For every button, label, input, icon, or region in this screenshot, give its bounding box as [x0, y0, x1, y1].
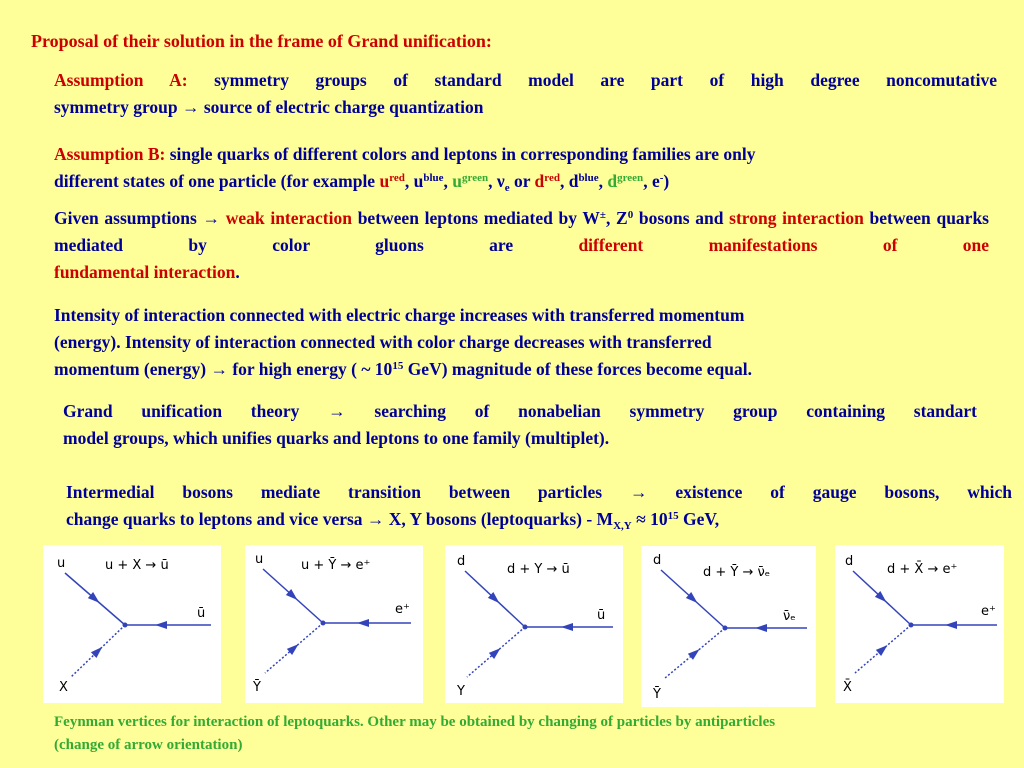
outgoing-particle-label: ν̄ₑ	[783, 609, 796, 624]
incoming-particle-label: u	[57, 556, 66, 571]
incoming-particle-label: d	[653, 553, 662, 568]
reaction-label: d + Ȳ → ν̄ₑ	[703, 565, 771, 580]
assumption-a	[54, 67, 997, 121]
reaction-label: u + X → ū	[105, 558, 169, 573]
vertex-dot	[523, 625, 528, 630]
assumption-b-label: Assumption B:	[54, 144, 166, 164]
outgoing-particle-label: ū	[197, 606, 206, 621]
outgoing-particle-label: e⁺	[981, 604, 996, 619]
boson-label: Ȳ	[253, 680, 261, 695]
vertex-dot	[321, 621, 326, 626]
arrow-icon	[357, 619, 369, 627]
arrow-icon	[155, 621, 167, 629]
incoming-particle-label: u	[255, 552, 264, 567]
feynman-diagram-5	[835, 545, 1004, 703]
arrow-icon	[945, 621, 957, 629]
bosons-paragraph: Intermedial bosons mediate transition between particles → existence of gauge bosons, which change quarks to leptons and vice versa → X, Y bosons (leptoquarks) - $M_{X,Y} \approx 10^{15}$ GeV,	[66, 482, 1012, 532]
boson-label: Y	[457, 684, 465, 699]
assumption-a-text2: symmetry group → source of electric charge quantization	[54, 97, 484, 117]
boson-label: Ȳ	[653, 687, 661, 702]
feynman-vertex-svg	[835, 545, 1004, 703]
slide-title: Proposal of their solution in the frame of Grand unification:	[31, 31, 492, 51]
arrow-icon	[561, 623, 573, 631]
feynman-vertex-svg	[445, 545, 623, 703]
assumption-a-label: Assumption A:	[54, 70, 188, 90]
outgoing-particle-label: e⁺	[395, 602, 410, 617]
figure-caption: Feynman vertices for interaction of leptoquarks. Other may be obtained by changing of particles by antiparticles (change of arrow orientation)	[54, 714, 776, 753]
feynman-vertex-svg	[43, 545, 221, 703]
intensity-paragraph: Intensity of interaction connected with electric charge increases with transferred momentum (energy). Intensity of interaction connected with color charge decreases with transferred momentum (energy) → for high energy ( ~ $10^{15}$ GeV) magnitude of these forces become equal.	[54, 305, 752, 379]
arrow-icon	[755, 624, 767, 632]
boson-label: X̄	[843, 680, 852, 695]
boson-label: X	[59, 680, 68, 695]
reaction-label: d + Y → ū	[507, 562, 570, 577]
reaction-label: d + X̄ → e⁺	[887, 562, 958, 577]
vertex-dot	[909, 623, 914, 628]
gut-paragraph: Grand unification theory → searching of nonabelian symmetry group containing standart model groups, which unifies quarks and leptons to one family (multiplet).	[63, 401, 977, 448]
feynman-diagram-1	[43, 545, 221, 703]
feynman-diagram-3	[445, 545, 623, 703]
assumption-b-text: single quarks of different colors and leptons in corresponding families are only	[169, 144, 756, 164]
feynman-vertex-svg	[245, 545, 423, 703]
feynman-vertex-svg	[641, 546, 816, 707]
vertex-dot	[123, 623, 128, 628]
vertex-dot	[723, 626, 728, 631]
reaction-label: u + Ȳ → e⁺	[301, 558, 371, 573]
feynman-diagram-2	[245, 545, 423, 703]
given-assumptions: Given assumptions → weak interaction between leptons mediated by W±, $Z^0$ bosons and strong interaction between quarks mediated by color gluons are different manifestations of one fundamental interaction.	[54, 208, 990, 282]
feynman-diagram-4	[641, 546, 816, 707]
incoming-particle-label: d	[457, 554, 466, 569]
assumption-a-text: symmetry groups of standard model are part of high degree noncomutative	[214, 70, 997, 90]
assumption-b: Assumption B: single quarks of different colors and leptons in corresponding families are only different states of one particle (for example $u^{red}$, $u^{blue}$, $u^{green}$, $\nu_e$ or $d^{red}$, $d^{blue}$, $d^{green}$, e-)	[54, 144, 756, 194]
incoming-particle-label: d	[845, 554, 854, 569]
outgoing-particle-label: ū	[597, 608, 606, 623]
